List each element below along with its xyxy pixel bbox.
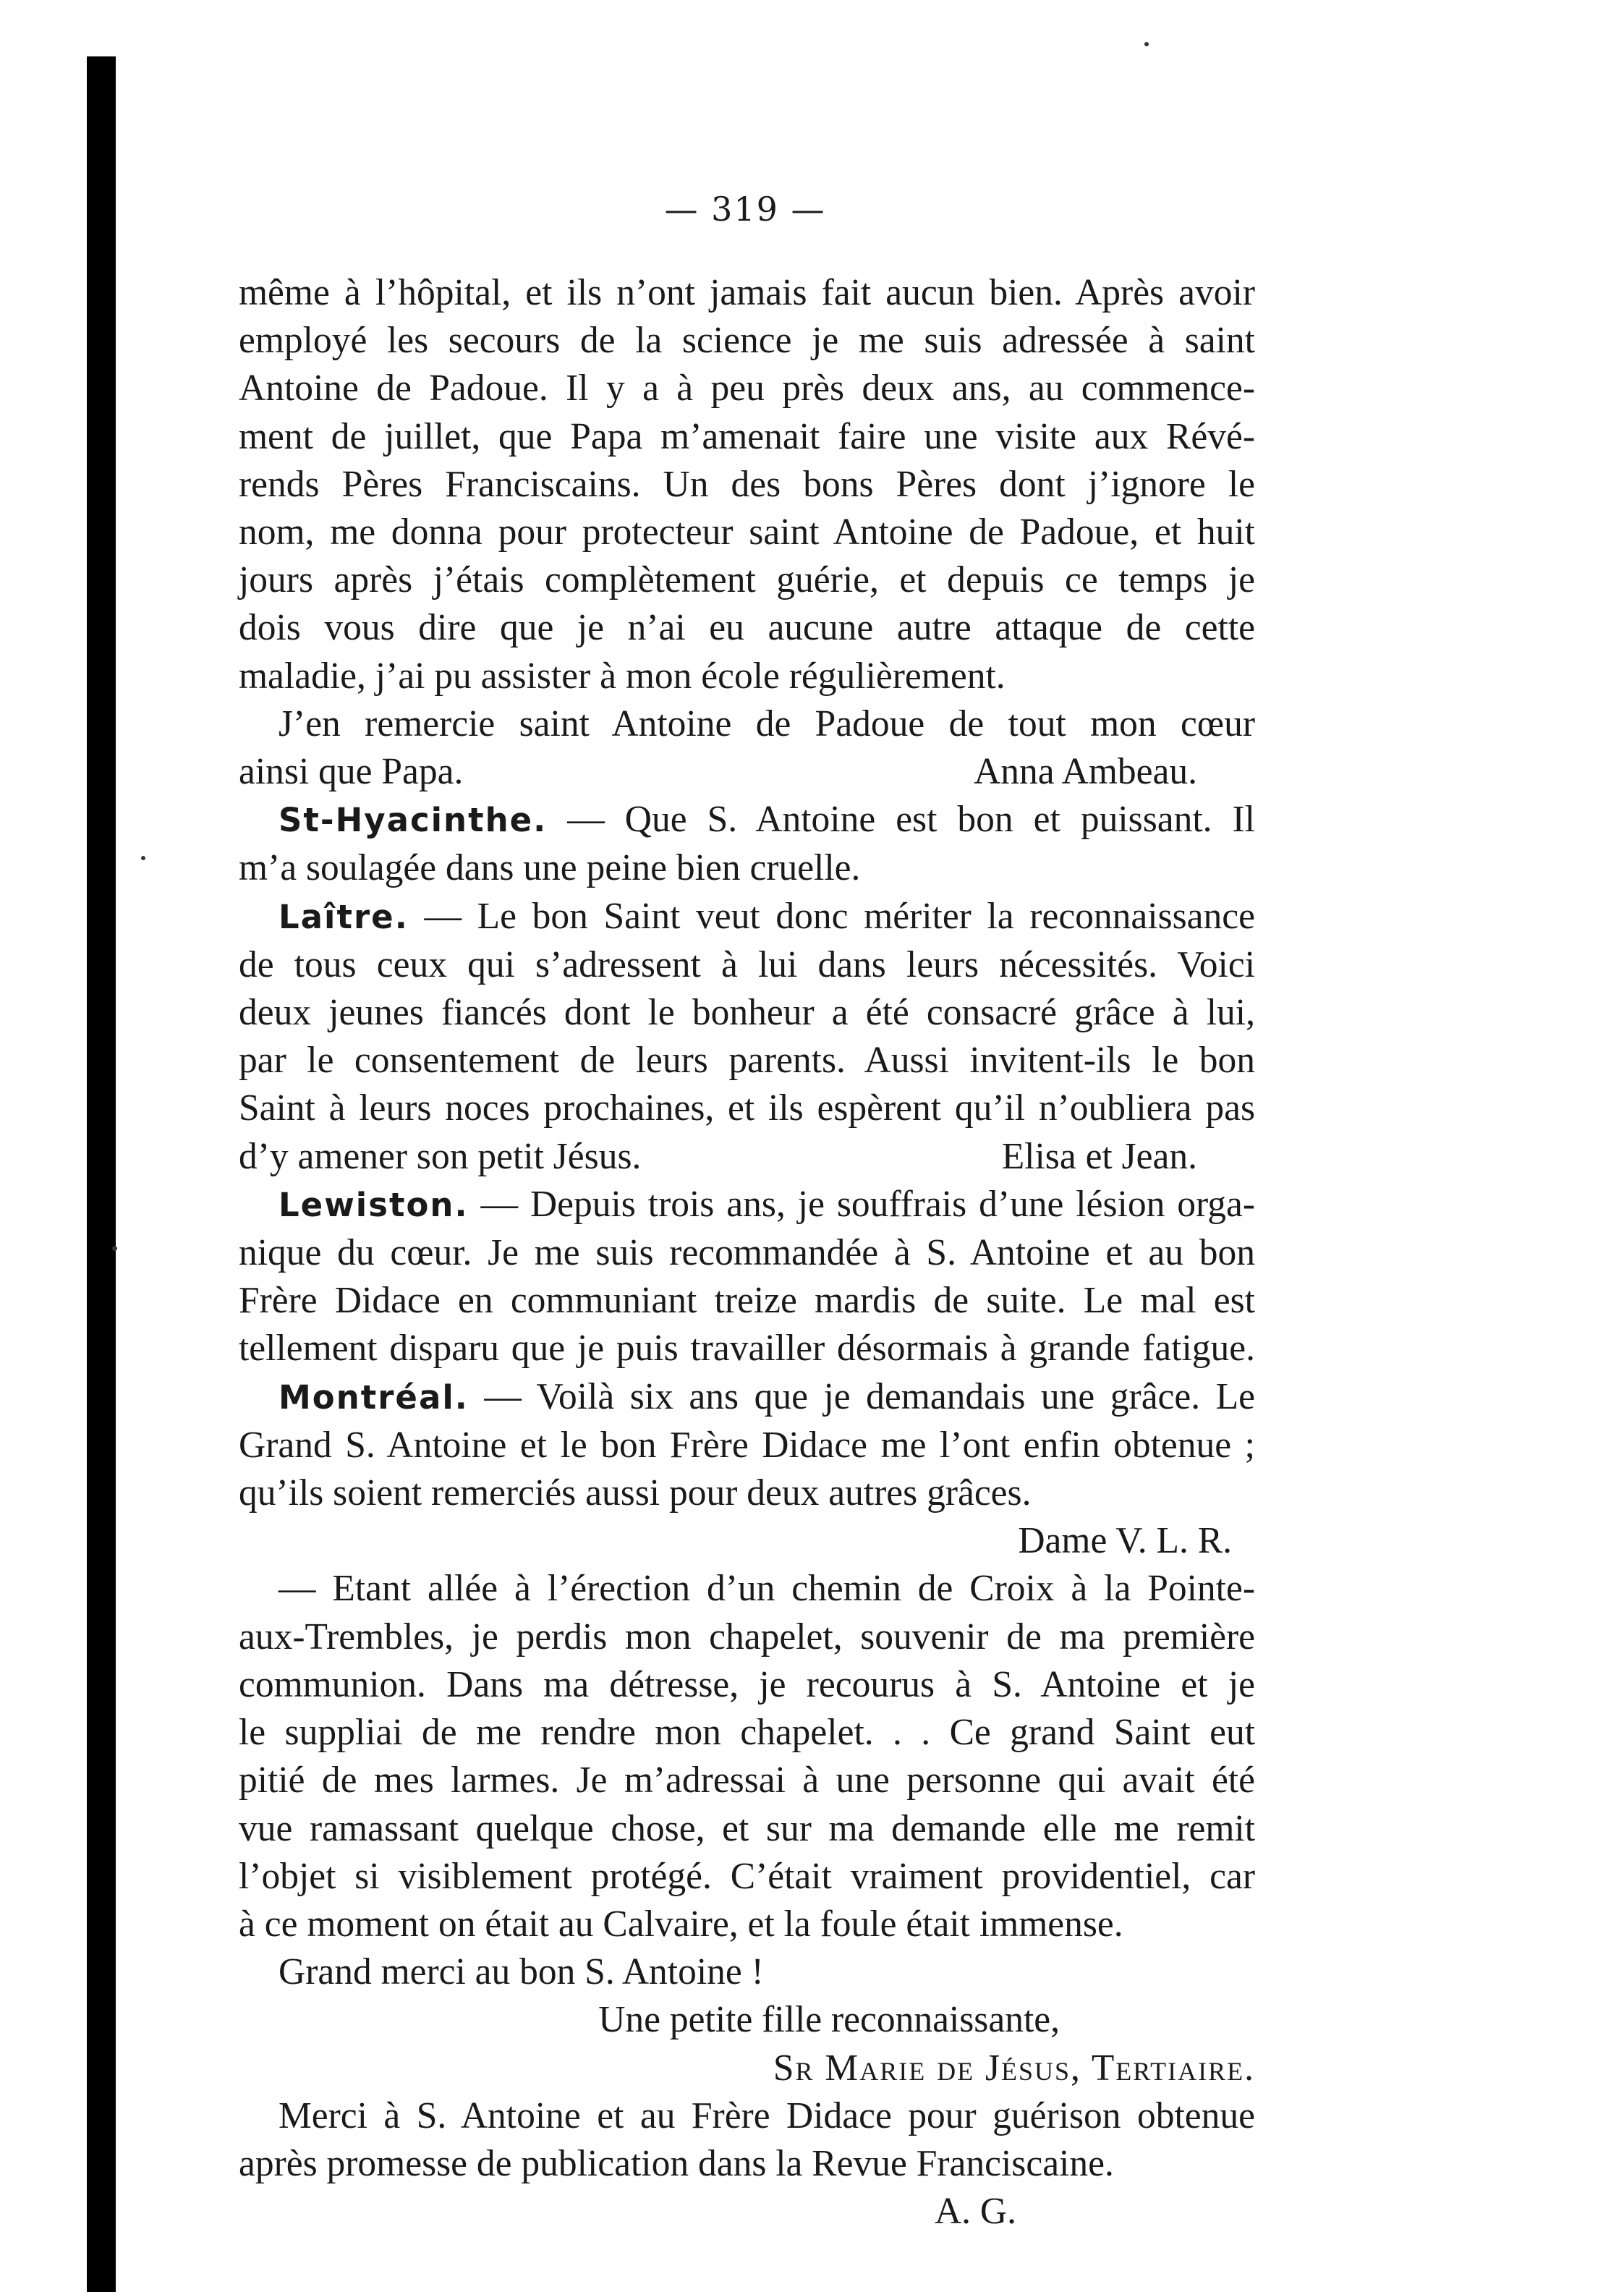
text-line: d’y amener son petit Jésus. <box>239 1135 642 1177</box>
closing-row <box>239 1133 1255 1181</box>
text-line: Grand S. Antoine et le bon Frère Didace me l’ont enfin obtenue ; <box>239 1424 1255 1466</box>
text-line: communion. Dans ma détresse, je recourus à S. Antoine et je <box>239 1663 1255 1705</box>
scan-speck <box>112 1246 117 1251</box>
text-line: — Etant allée à l’érection d’un chemin de Croix à la Pointe- <box>279 1568 1255 1610</box>
text-line: Grand merci au bon S. Antoine ! <box>279 1951 764 1993</box>
signature-sr-marie: Sr Marie de Jésus, Tertiaire. <box>773 2047 1255 2089</box>
scan-edge-bar <box>87 56 116 2292</box>
text-line: après promesse de publication dans la Revue Franciscaine. <box>239 2142 1114 2184</box>
text-line: par le consentement de leurs parents. Aussi invitent-ils le bon <box>239 1040 1255 1082</box>
text-segment: — Depuis trois ans, je souffrais d’une lésion orga- <box>480 1183 1256 1225</box>
heading-st-hyacinthe: St-Hyacinthe. <box>279 801 548 840</box>
scan-speck <box>141 856 145 860</box>
text-line: nique du cœur. Je me suis recommandée à S. Antoine et au bon <box>239 1232 1255 1274</box>
text-line: le suppliai de me rendre mon chapelet. . . Ce grand Saint eut <box>239 1712 1255 1754</box>
page-body <box>239 269 1255 2236</box>
text-line: l’objet si visiblement protégé. C’était vraiment providentiel, car <box>239 1855 1255 1897</box>
text-line: à ce moment on était au Calvaire, et la foule était immense. <box>239 1903 1123 1945</box>
text-line: vue ramassant quelque chose, et sur ma demande elle me remit <box>239 1807 1255 1849</box>
signature-ag: A. G. <box>934 2191 1016 2233</box>
text-line: deux jeunes fiancés dont le bonheur a été consacré grâce à lui, <box>239 992 1255 1034</box>
text-line: rends Pères Franciscains. Un des bons Pères dont j’ignore le <box>239 463 1255 505</box>
heading-laitre: Laître. <box>279 897 409 936</box>
text-segment: — Voilà six ans que je demandais une grâce. Le <box>484 1375 1255 1417</box>
closing-row <box>239 748 1255 796</box>
signature-petite-fille: Une petite fille reconnaissante, <box>598 1999 1060 2041</box>
text-segment: — Que S. Antoine est bon et puissant. Il <box>567 799 1255 841</box>
signature-dame-vlr: Dame V. L. R. <box>1018 1520 1232 1562</box>
text-line: Saint à leurs noces prochaines, et ils espèrent qu’il n’oubliera pas <box>239 1087 1255 1129</box>
paragraph-lewiston <box>239 1181 1255 1229</box>
text-line: Antoine de Padoue. Il y a à peu près deux ans, au commence- <box>239 368 1255 409</box>
text-line: de tous ceux qui s’adressent à lui dans leurs nécessités. Voici <box>239 943 1255 985</box>
text-line: Frère Didace en communiant treize mardis de suite. Le mal est <box>239 1280 1255 1322</box>
text-line: aux-Trembles, je perdis mon chapelet, souvenir de ma première <box>239 1616 1255 1658</box>
heading-lewiston: Lewiston. <box>279 1185 469 1224</box>
text-line: tellement disparu que je puis travailler désormais à grande fatigue. <box>239 1328 1255 1370</box>
text-line: employé les secours de la science je me suis adressée à saint <box>239 320 1255 362</box>
signature-anna-ambeau: Anna Ambeau. <box>974 751 1197 793</box>
text-line: J’en remercie saint Antoine de Padoue de tout mon cœur <box>279 703 1255 744</box>
text-line: ainsi que Papa. <box>239 751 464 793</box>
text-line: ment de juillet, que Papa m’amenait faire une visite aux Révé- <box>239 415 1255 457</box>
text-line: même à l’hôpital, et ils n’ont jamais fait aucun bien. Après avoir <box>239 272 1255 313</box>
text-segment: — Le bon Saint veut donc mériter la reconnaissance <box>424 895 1256 937</box>
heading-montreal: Montréal. <box>279 1378 469 1417</box>
text-line: m’a soulagée dans une peine bien cruelle. <box>239 847 861 889</box>
text-line: maladie, j’ai pu assister à mon école régulièrement. <box>239 655 1006 697</box>
text-line: qu’ils soient remerciés aussi pour deux autres grâces. <box>239 1472 1032 1514</box>
text-line: pitié de mes larmes. Je m’adressai à une personne qui avait été <box>239 1760 1255 1801</box>
text-line: jours après j’étais complètement guérie, et depuis ce temps je <box>239 559 1255 601</box>
paragraph-montreal <box>239 1373 1255 1422</box>
page-number: — 319 — <box>664 190 826 229</box>
signature-elisa-jean: Elisa et Jean. <box>1001 1135 1197 1177</box>
text-line: nom, me donna pour protecteur saint Antoine de Padoue, et huit <box>239 512 1255 553</box>
scan-speck <box>1144 42 1149 46</box>
text-line: Merci à S. Antoine et au Frère Didace pour guérison obtenue <box>279 2094 1255 2136</box>
paragraph-st-hyacinthe <box>239 796 1255 844</box>
text-line: dois vous dire que je n’ai eu aucune autre attaque de cette <box>239 607 1255 649</box>
paragraph-laitre <box>239 893 1255 941</box>
